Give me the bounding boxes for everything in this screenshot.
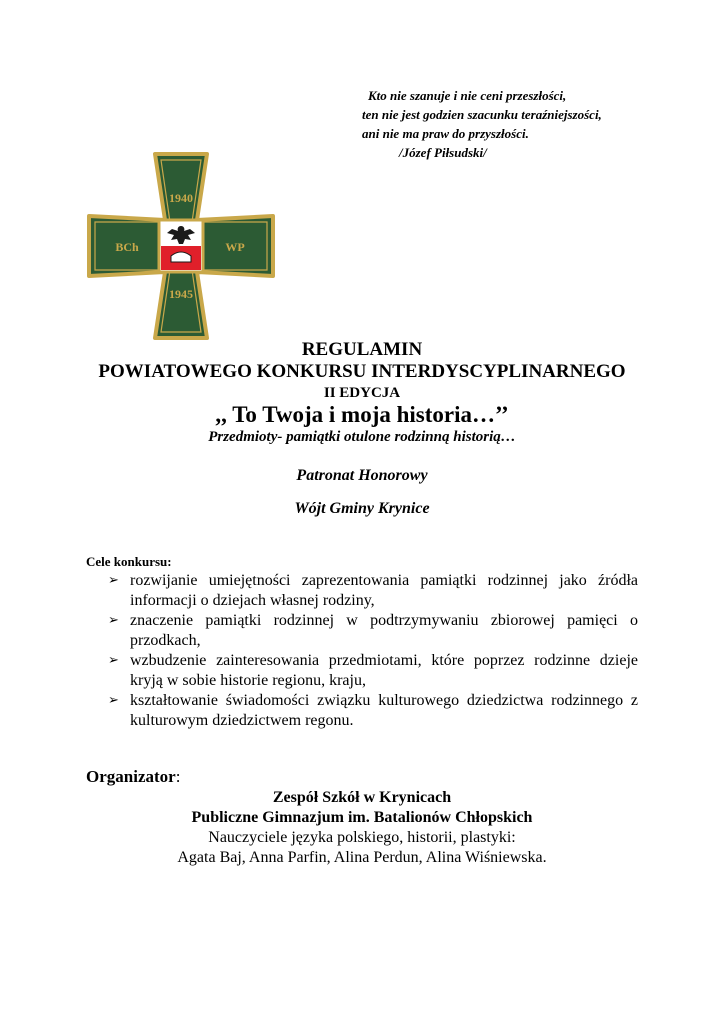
edition-label: II EDYCJA — [323, 385, 401, 401]
arrow-bullet-icon: ➢ — [108, 573, 119, 588]
emblem-bottom-text: 1945 — [169, 287, 193, 301]
document-subtitle: POWIATOWEGO KONKURSU INTERDYSCYPLINARNEGO — [98, 361, 626, 382]
list-item: ➢ wzbudzenie zainteresowania przedmiotami, które poprzez rodzinne dzieje kryją w sobie historie regionu, kraju, — [108, 652, 638, 689]
arrow-bullet-icon: ➢ — [108, 613, 119, 628]
goals-list — [108, 571, 638, 731]
quote-line-2: ten nie jest godzien szacunku teraźniejszości, — [362, 107, 602, 122]
organizer-teachers-names: Agata Baj, Anna Parfin, Alina Perdun, Alina Wiśniewska. — [177, 849, 547, 866]
organizer-block — [0, 788, 724, 868]
contest-motto: ,, To Twoja i moja historia…’’ — [215, 402, 509, 427]
quote-line-1: Kto nie szanuje i nie ceni przeszłości, — [368, 88, 567, 103]
quote-author: /Józef Piłsudski/ — [399, 145, 487, 160]
patronage-heading: Patronat Honorowy — [296, 467, 428, 484]
document-title: REGULAMIN — [301, 339, 423, 360]
organizer-label: Organizator: — [86, 767, 181, 786]
quote-line-3: ani nie ma praw do przyszłości. — [362, 126, 529, 141]
organizer-teachers-subjects: Nauczyciele języka polskiego, historii, plastyki: — [208, 829, 516, 846]
list-item: ➢ znaczenie pamiątki rodzinnej w podtrzymywaniu zbiorowej pamięci o przodkach, — [108, 612, 638, 649]
arrow-bullet-icon: ➢ — [108, 693, 119, 708]
list-item: ➢ rozwijanie umiejętności zaprezentowania pamiątki rodzinnej jako źródła informacji o dziejach własnej rodziny, — [108, 572, 638, 609]
organizer-gymnasium: Publiczne Gimnazjum im. Batalionów Chłopskich — [191, 809, 533, 826]
emblem-top-text: 1940 — [169, 191, 193, 205]
emblem-cross-icon — [87, 152, 275, 340]
goals-label: Cele konkursu: — [86, 554, 172, 569]
emblem-right-text: WP — [225, 240, 245, 254]
contest-motto-subtitle: Przedmioty- pamiątki otulone rodzinną historią… — [208, 429, 516, 445]
epigraph-quote — [362, 86, 662, 162]
list-item: ➢ kształtowanie świadomości związku kulturowego dziedzictwa rodzinnego z kulturowym dziedzictwem regonu. — [108, 692, 638, 729]
organizer-school: Zespół Szkół w Krynicach — [272, 789, 452, 806]
patronage-name: Wójt Gminy Krynice — [294, 500, 430, 517]
arrow-bullet-icon: ➢ — [108, 653, 119, 668]
emblem-left-text: BCh — [115, 240, 139, 254]
